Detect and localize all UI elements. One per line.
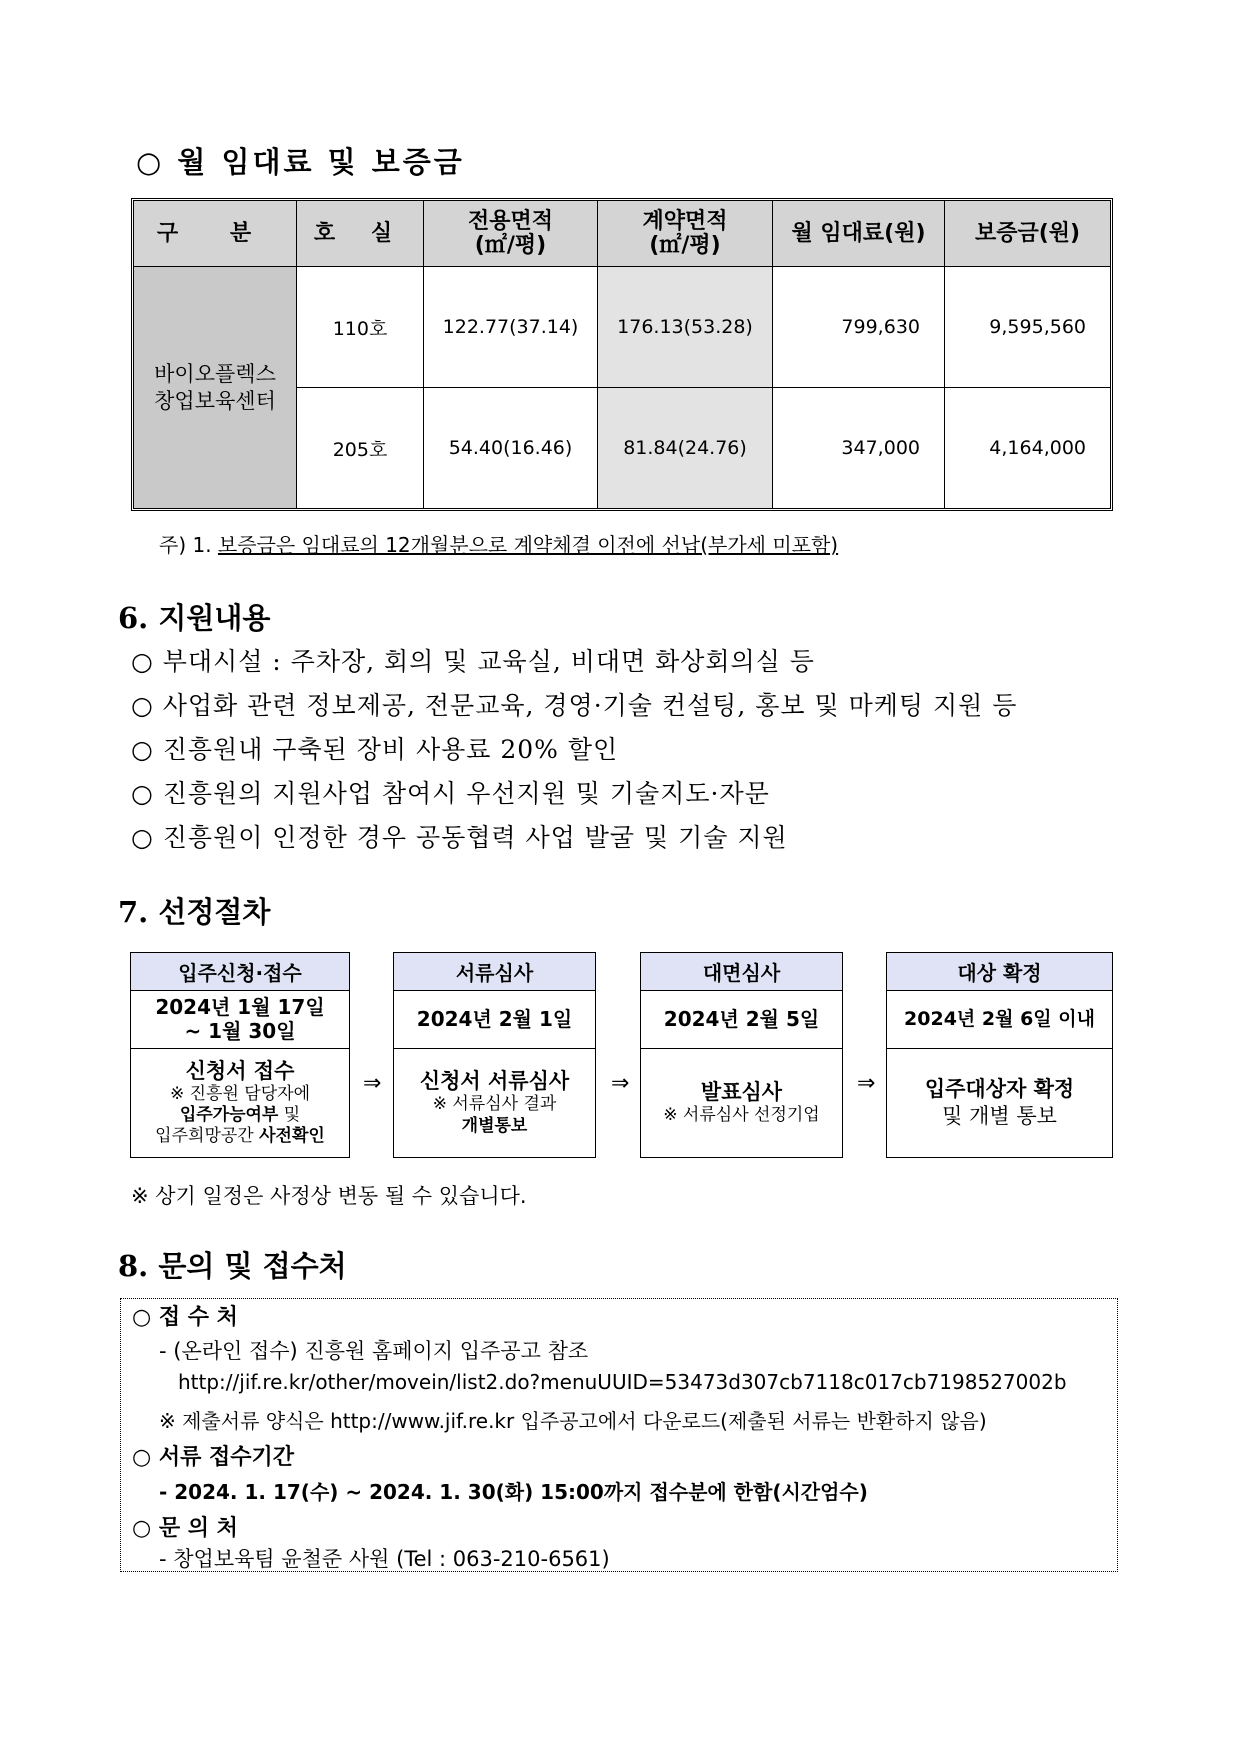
support-item: ○ 부대시설 : 주차장, 회의 및 교육실, 비대면 화상회의실 등 [131, 647, 815, 676]
process-step-header: 입주신청·접수 [131, 953, 349, 991]
support-section-title: 6. 지원내용 [118, 601, 271, 635]
support-item: ○ 사업화 관련 정보제공, 전문교육, 경영·기술 컨설팅, 홍보 및 마케팅 지원 등 [131, 691, 1018, 720]
process-step-note: 개별통보 [461, 1115, 528, 1136]
process-step-date-end: ~ 1월 30일 [184, 1019, 296, 1043]
process-step-date: 2024년 2월 5일 [641, 990, 842, 1049]
header-exclusive-area-label: 전용면적 [467, 209, 553, 235]
reception-label: ○ 접 수 처 [132, 1305, 238, 1330]
process-step-note: 및 개별 통보 [942, 1103, 1057, 1128]
exclusive-area-cell: 54.40(16.46) [424, 388, 598, 508]
submission-period: - 2024. 1. 17(수) ~ 2024. 1. 30(화) 15:00까지 접수분에 한함(시간엄수) [159, 1480, 868, 1504]
note-text: 입주희망공간 [155, 1126, 260, 1147]
header-category: 구 분 [134, 201, 297, 267]
note-text: 및 [278, 1105, 301, 1125]
contact-box [120, 1298, 1118, 1572]
inquiry-label: ○ 문 의 처 [132, 1516, 238, 1541]
online-reception: - (온라인 접수) 진흥원 홈페이지 입주공고 참조 [159, 1339, 589, 1363]
process-step-date: 2024년 2월 6일 이내 [887, 990, 1112, 1049]
process-step-date-start: 2024년 1월 17일 [155, 995, 325, 1019]
rent-note [159, 529, 838, 558]
contract-area-cell: 81.84(24.76) [598, 388, 773, 508]
process-footnote: ※ 상기 일정은 사정상 변동 될 수 있습니다. [131, 1184, 527, 1208]
rent-note-prefix: 주) 1. [159, 533, 212, 557]
process-step-date [131, 990, 349, 1049]
room-cell: 110호 [297, 267, 424, 388]
process-step-main: 입주대상자 확정 [924, 1077, 1075, 1102]
header-contract-area-label: 계약면적 [642, 209, 728, 235]
deposit-cell: 9,595,560 [945, 267, 1110, 388]
process-step-confirmation [886, 952, 1113, 1158]
period-label: ○ 서류 접수기간 [132, 1445, 295, 1470]
process-step-note: ※ 서류심사 선정기업 [663, 1105, 820, 1125]
support-item: ○ 진흥원내 구축된 장비 사용료 20% 할인 [131, 735, 619, 764]
inquiry-contact: - 창업보육팀 윤철준 사원 (Tel : 063-210-6561) [159, 1547, 610, 1571]
facility-name-line1: 바이오플렉스 [154, 362, 276, 387]
rent-cell: 347,000 [773, 388, 945, 508]
process-step-content [131, 1048, 349, 1157]
header-contract-area-unit: (㎡/평) [649, 232, 721, 258]
header-deposit: 보증금(원) [945, 201, 1110, 267]
process-section-title: 7. 선정절차 [118, 895, 271, 929]
note-emphasis: 입주가능여부 [179, 1105, 279, 1125]
header-room: 호 실 [297, 201, 424, 267]
header-exclusive-area [424, 201, 598, 267]
process-step-main: 발표심사 [700, 1079, 783, 1104]
rent-table [131, 198, 1113, 511]
process-step-main: 신청서 서류심사 [419, 1069, 570, 1094]
reception-url: http://jif.re.kr/other/movein/list2.do?menuUUID=53473d307cb7118c017cb7198527002b [178, 1370, 1067, 1394]
note-emphasis: 사전확인 [259, 1126, 325, 1147]
rent-section-title: ○ 월 임대료 및 보증금 [136, 145, 465, 179]
process-step-header: 대면심사 [641, 953, 842, 991]
process-step-main: 신청서 접수 [185, 1058, 295, 1083]
support-item: ○ 진흥원이 인정한 경우 공동협력 사업 발굴 및 기술 지원 [131, 823, 788, 852]
header-exclusive-area-unit: (㎡/평) [474, 232, 547, 258]
facility-cell [134, 267, 297, 508]
process-step-content [641, 1048, 842, 1157]
process-step-content [394, 1048, 595, 1157]
process-arrow-icon: ⇒ [857, 1071, 876, 1096]
contract-area-cell: 176.13(53.28) [598, 267, 773, 388]
process-step-note: ※ 진흥원 담당자에 [169, 1083, 310, 1104]
form-download-note: ※ 제출서류 양식은 http://www.jif.re.kr 입주공고에서 다운로드(제출된 서류는 반환하지 않음) [159, 1409, 987, 1433]
process-arrow-icon: ⇒ [611, 1071, 630, 1096]
process-step-header: 서류심사 [394, 953, 595, 991]
process-step-interview [640, 952, 843, 1158]
room-cell: 205호 [297, 388, 424, 508]
process-step-date: 2024년 2월 1일 [394, 990, 595, 1049]
process-step-application [130, 952, 350, 1158]
deposit-cell: 4,164,000 [989, 437, 1086, 459]
process-step-note: ※ 서류심사 결과 [432, 1094, 557, 1115]
process-step-document-review [393, 952, 596, 1158]
process-step-header: 대상 확정 [887, 953, 1112, 991]
facility-name-line2: 창업보육센터 [154, 388, 276, 413]
process-step-note [180, 1105, 300, 1126]
process-step-note [155, 1126, 325, 1147]
process-step-content [887, 1048, 1112, 1157]
contact-section-title: 8. 문의 및 접수처 [118, 1249, 347, 1283]
header-monthly-rent: 월 임대료(원) [773, 201, 945, 267]
process-arrow-icon: ⇒ [363, 1071, 382, 1096]
header-contract-area [598, 201, 773, 267]
exclusive-area-cell: 122.77(37.14) [424, 267, 598, 388]
support-item: ○ 진흥원의 지원사업 참여시 우선지원 및 기술지도·자문 [131, 779, 770, 808]
rent-note-text: 보증금은 임대료의 12개월분으로 계약체결 이전에 선납(부가세 미포함) [217, 533, 839, 557]
rent-cell: 799,630 [773, 267, 945, 388]
